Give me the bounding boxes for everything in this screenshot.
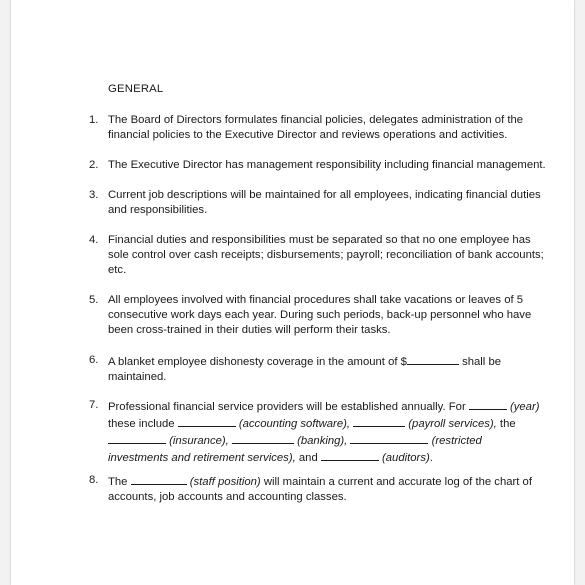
text-run: and bbox=[295, 452, 321, 464]
item-text bbox=[108, 473, 532, 505]
fill-in-blank-year[interactable] bbox=[469, 398, 507, 410]
item-number: 1. bbox=[89, 114, 99, 126]
field-hint: (banking), bbox=[297, 435, 348, 447]
field-hint: (restricted bbox=[431, 435, 482, 447]
text-run: Professional financial service providers will be established annually. For bbox=[108, 401, 469, 413]
text-run: The bbox=[108, 476, 131, 488]
fill-in-blank-insurance[interactable] bbox=[108, 432, 166, 444]
item-line: consecutive work days each year. During such periods, back-up personnel who have bbox=[108, 309, 532, 321]
item-line: The Board of Directors formulates financial policies, delegates administration of the bbox=[108, 114, 524, 126]
text-run: these include bbox=[108, 418, 178, 430]
item-line: financial policies to the Executive Director and reviews operations and activities. bbox=[108, 129, 508, 141]
item-text bbox=[108, 158, 546, 173]
item-line: sole control over cash receipts; disbursements; payroll; reconciliation of bank accounts; bbox=[108, 249, 544, 261]
fill-in-blank-amount[interactable] bbox=[407, 353, 459, 365]
fill-in-blank-staff-position[interactable] bbox=[131, 473, 187, 485]
item-line: etc. bbox=[108, 264, 127, 276]
document-page bbox=[11, 0, 574, 585]
text-run: A blanket employee dishonesty coverage in the amount of $ bbox=[108, 356, 407, 368]
item-line: All employees involved with financial procedures shall take vacations or leaves of 5 bbox=[108, 294, 524, 306]
item-line bbox=[108, 449, 528, 466]
text-run: shall be bbox=[458, 356, 502, 368]
item-number: 2. bbox=[89, 159, 99, 171]
field-hint: (accounting software), bbox=[238, 418, 350, 430]
item-text bbox=[108, 293, 532, 338]
fill-in-blank-restricted[interactable] bbox=[350, 432, 428, 444]
item-number: 4. bbox=[89, 234, 99, 246]
item-text bbox=[108, 113, 528, 143]
item-text bbox=[108, 233, 544, 278]
item-number: 7. bbox=[89, 399, 99, 411]
item-number: 6. bbox=[89, 354, 99, 366]
item-line bbox=[108, 398, 540, 415]
section-heading: GENERAL bbox=[108, 83, 164, 95]
field-hint: (auditors) bbox=[382, 452, 430, 464]
text-run: . bbox=[429, 452, 433, 464]
item-number: 3. bbox=[89, 189, 99, 201]
fill-in-blank-software[interactable] bbox=[178, 415, 236, 427]
item-line: Financial duties and responsibilities must be separated so that no one employee has bbox=[108, 234, 531, 246]
fill-in-blank-auditors[interactable] bbox=[321, 449, 379, 461]
item-line: accounts, job accounts and accounting classes. bbox=[108, 491, 347, 503]
item-number: 8. bbox=[89, 474, 99, 486]
item-number: 5. bbox=[89, 294, 99, 306]
text-run: will maintain a current and accurate log of the chart of bbox=[260, 476, 532, 488]
field-hint: (staff position) bbox=[189, 476, 261, 488]
item-text bbox=[108, 188, 541, 218]
field-hint: investments and retirement services), bbox=[108, 452, 296, 464]
field-hint: (insurance), bbox=[169, 435, 229, 447]
item-line: maintained. bbox=[108, 371, 167, 383]
item-text bbox=[108, 353, 528, 385]
field-hint: (year) bbox=[509, 401, 540, 413]
fill-in-blank-banking[interactable] bbox=[232, 432, 294, 444]
item-line bbox=[108, 415, 528, 432]
item-line bbox=[108, 432, 528, 449]
item-line bbox=[108, 473, 532, 490]
fill-in-blank-payroll[interactable] bbox=[353, 415, 405, 427]
item-line: Current job descriptions will be maintained for all employees, indicating financial duties bbox=[108, 189, 541, 201]
field-hint: (payroll services), bbox=[408, 418, 497, 430]
item-line bbox=[108, 353, 528, 370]
item-line: been cross-trained in their duties will perform their tasks. bbox=[108, 324, 391, 336]
text-run: the bbox=[496, 418, 516, 430]
item-line: The Executive Director has management responsibility including financial management. bbox=[108, 159, 546, 171]
item-text bbox=[108, 398, 540, 466]
item-line: and responsibilities. bbox=[108, 204, 208, 216]
